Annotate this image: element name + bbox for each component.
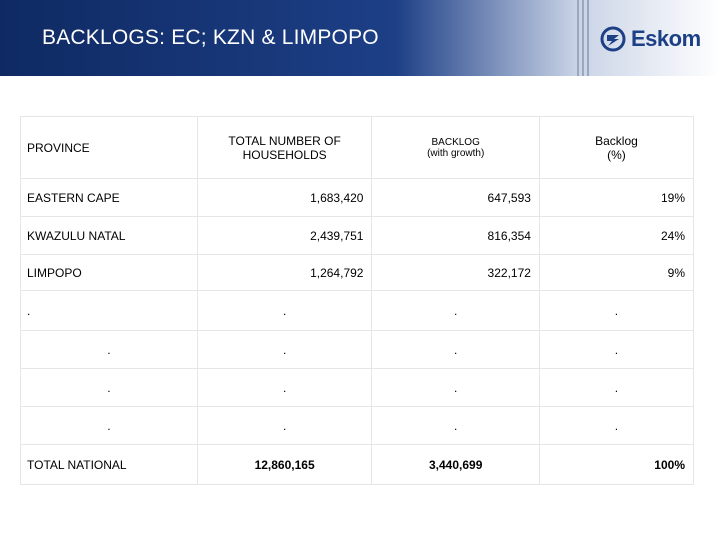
slide-header — [0, 0, 720, 76]
placeholder-cell: . — [539, 291, 693, 331]
total-label: TOTAL NATIONAL — [21, 445, 198, 485]
province-cell: EASTERN CAPE — [21, 179, 198, 217]
placeholder-cell: . — [372, 291, 539, 331]
column-header-backlog: BACKLOG (with growth) — [372, 117, 539, 179]
eskom-logo — [596, 22, 720, 56]
placeholder-cell: . — [21, 407, 198, 445]
placeholder-cell: . — [21, 331, 198, 369]
placeholder-row — [21, 369, 694, 407]
backlog-cell: 322,172 — [372, 255, 539, 291]
table-row — [21, 179, 694, 217]
logo-text: Eskom — [631, 26, 701, 51]
placeholder-cell: . — [539, 331, 693, 369]
column-header-households: TOTAL NUMBER OF HOUSEHOLDS — [197, 117, 372, 179]
slide-title: BACKLOGS: EC; KZN & LIMPOPO — [42, 26, 379, 49]
placeholder-cell: . — [372, 369, 539, 407]
households-cell: 1,264,792 — [197, 255, 372, 291]
eskom-logo-icon — [600, 26, 628, 52]
placeholder-cell: . — [539, 407, 693, 445]
province-cell: LIMPOPO — [21, 255, 198, 291]
backlog-cell: 647,593 — [372, 179, 539, 217]
table-header-row — [21, 117, 694, 179]
column-header-backlog-pct: Backlog (%) — [539, 117, 693, 179]
backlog-pct-cell: 24% — [539, 217, 693, 255]
placeholder-cell: . — [21, 291, 198, 331]
households-cell: 2,439,751 — [197, 217, 372, 255]
placeholder-cell: . — [21, 369, 198, 407]
total-row — [21, 445, 694, 485]
placeholder-row — [21, 407, 694, 445]
backlog-table — [20, 116, 694, 485]
placeholder-cell: . — [197, 407, 372, 445]
placeholder-cell: . — [197, 291, 372, 331]
table-row — [21, 217, 694, 255]
total-households: 12,860,165 — [197, 445, 372, 485]
backlog-cell: 816,354 — [372, 217, 539, 255]
province-cell: KWAZULU NATAL — [21, 217, 198, 255]
backlog-pct-cell: 9% — [539, 255, 693, 291]
total-backlog: 3,440,699 — [372, 445, 539, 485]
placeholder-row — [21, 291, 694, 331]
header-divider-bars — [577, 0, 591, 76]
column-header-province: PROVINCE — [21, 117, 198, 179]
table-row — [21, 255, 694, 291]
placeholder-cell: . — [372, 407, 539, 445]
total-pct: 100% — [539, 445, 693, 485]
placeholder-cell: . — [197, 331, 372, 369]
placeholder-cell: . — [197, 369, 372, 407]
backlog-pct-cell: 19% — [539, 179, 693, 217]
placeholder-cell: . — [539, 369, 693, 407]
households-cell: 1,683,420 — [197, 179, 372, 217]
placeholder-row — [21, 331, 694, 369]
placeholder-cell: . — [372, 331, 539, 369]
